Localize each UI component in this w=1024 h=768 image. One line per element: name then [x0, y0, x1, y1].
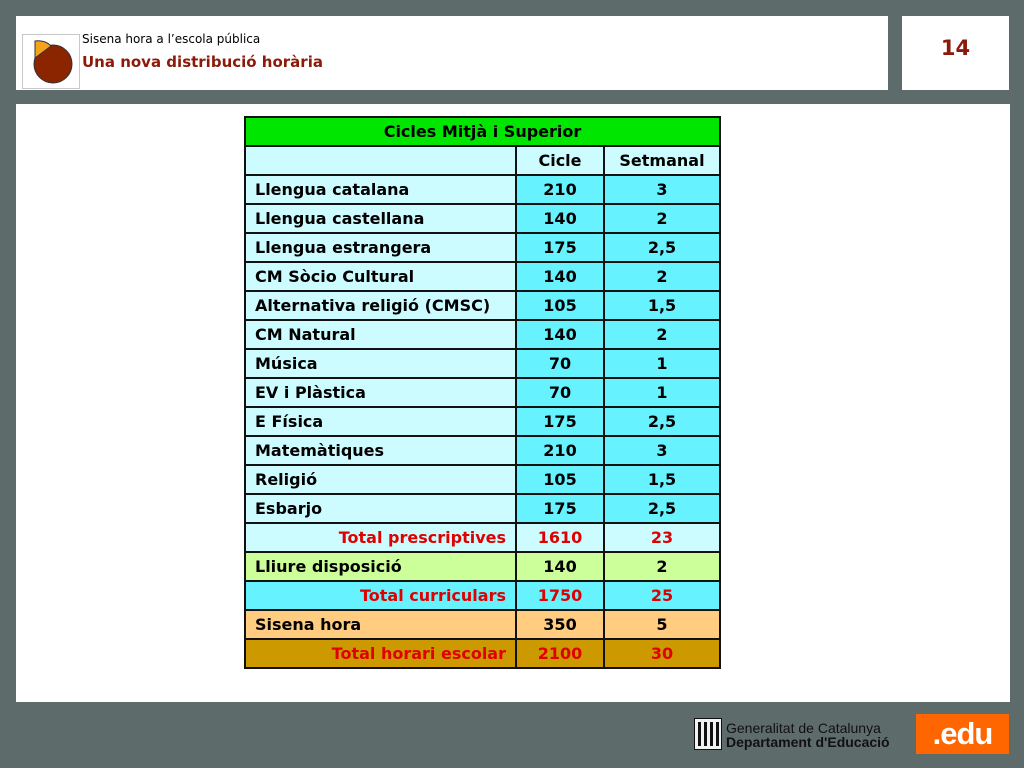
subject-label: Esbarjo	[245, 494, 516, 523]
hours-table	[244, 116, 721, 669]
table-row	[245, 291, 720, 320]
lliure-row	[245, 552, 720, 581]
subject-setmanal: 1	[604, 349, 720, 378]
subject-setmanal: 3	[604, 175, 720, 204]
page-number-box	[902, 16, 1009, 90]
slide-title: Una nova distribució horària	[82, 53, 323, 71]
subject-label: Música	[245, 349, 516, 378]
total-prescriptives-row	[245, 523, 720, 552]
subject-label: Matemàtiques	[245, 436, 516, 465]
subject-label: Religió	[245, 465, 516, 494]
subject-cicle: 70	[516, 349, 604, 378]
table-row	[245, 204, 720, 233]
sisena-cicle: 350	[516, 610, 604, 639]
subject-label: E Física	[245, 407, 516, 436]
total-horari-row	[245, 639, 720, 668]
subject-setmanal: 1,5	[604, 465, 720, 494]
subject-setmanal: 2,5	[604, 494, 720, 523]
subject-label: Alternativa religió (CMSC)	[245, 291, 516, 320]
table-row	[245, 465, 720, 494]
sisena-setmanal: 5	[604, 610, 720, 639]
pie-chart-icon	[22, 34, 80, 89]
subject-label: Llengua castellana	[245, 204, 516, 233]
table-title: Cicles Mitjà i Superior	[245, 117, 720, 146]
table-row	[245, 175, 720, 204]
slide-header	[16, 16, 888, 90]
table-row	[245, 378, 720, 407]
subject-cicle: 105	[516, 291, 604, 320]
subject-cicle: 175	[516, 494, 604, 523]
table-header-row	[245, 146, 720, 175]
subject-cicle: 140	[516, 204, 604, 233]
subject-setmanal: 2	[604, 204, 720, 233]
total-curriculars-cicle: 1750	[516, 581, 604, 610]
table-title-row	[245, 117, 720, 146]
generalitat-logo-icon	[694, 718, 722, 750]
header-cicle: Cicle	[516, 146, 604, 175]
total-horari-setmanal: 30	[604, 639, 720, 668]
subject-cicle: 140	[516, 262, 604, 291]
subject-setmanal: 2	[604, 320, 720, 349]
slide-content	[16, 104, 1010, 702]
total-prescriptives-setmanal: 23	[604, 523, 720, 552]
subject-label: CM Natural	[245, 320, 516, 349]
generalitat-name: Generalitat de Catalunya	[726, 720, 881, 736]
subject-setmanal: 1,5	[604, 291, 720, 320]
lliure-setmanal: 2	[604, 552, 720, 581]
subject-setmanal: 2	[604, 262, 720, 291]
subject-label: CM Sòcio Cultural	[245, 262, 516, 291]
sisena-label: Sisena hora	[245, 610, 516, 639]
total-prescriptives-label: Total prescriptives	[245, 523, 516, 552]
total-horari-cicle: 2100	[516, 639, 604, 668]
total-curriculars-row	[245, 581, 720, 610]
department-name: Departament d'Educació	[726, 734, 890, 750]
subject-cicle: 70	[516, 378, 604, 407]
table-row	[245, 320, 720, 349]
sisena-row	[245, 610, 720, 639]
total-curriculars-setmanal: 25	[604, 581, 720, 610]
table-row	[245, 436, 720, 465]
table-row	[245, 262, 720, 291]
subject-label: Llengua catalana	[245, 175, 516, 204]
total-horari-label: Total horari escolar	[245, 639, 516, 668]
subject-label: EV i Plàstica	[245, 378, 516, 407]
subject-setmanal: 1	[604, 378, 720, 407]
total-prescriptives-cicle: 1610	[516, 523, 604, 552]
page-number: 14	[940, 36, 971, 60]
header-empty-cell	[245, 146, 516, 175]
edu-logo: .edu	[916, 714, 1009, 754]
header-setmanal: Setmanal	[604, 146, 720, 175]
lliure-label: Lliure disposició	[245, 552, 516, 581]
lliure-cicle: 140	[516, 552, 604, 581]
slide-subtitle: Sisena hora a l’escola pública	[82, 32, 261, 46]
table-row	[245, 407, 720, 436]
table-row	[245, 494, 720, 523]
subject-setmanal: 2,5	[604, 233, 720, 262]
subject-cicle: 210	[516, 175, 604, 204]
table-row	[245, 233, 720, 262]
subject-cicle: 175	[516, 233, 604, 262]
subject-cicle: 175	[516, 407, 604, 436]
subject-cicle: 105	[516, 465, 604, 494]
subject-label: Llengua estrangera	[245, 233, 516, 262]
total-curriculars-label: Total curriculars	[245, 581, 516, 610]
table-row	[245, 349, 720, 378]
subject-setmanal: 3	[604, 436, 720, 465]
subject-cicle: 140	[516, 320, 604, 349]
subject-setmanal: 2,5	[604, 407, 720, 436]
subject-cicle: 210	[516, 436, 604, 465]
